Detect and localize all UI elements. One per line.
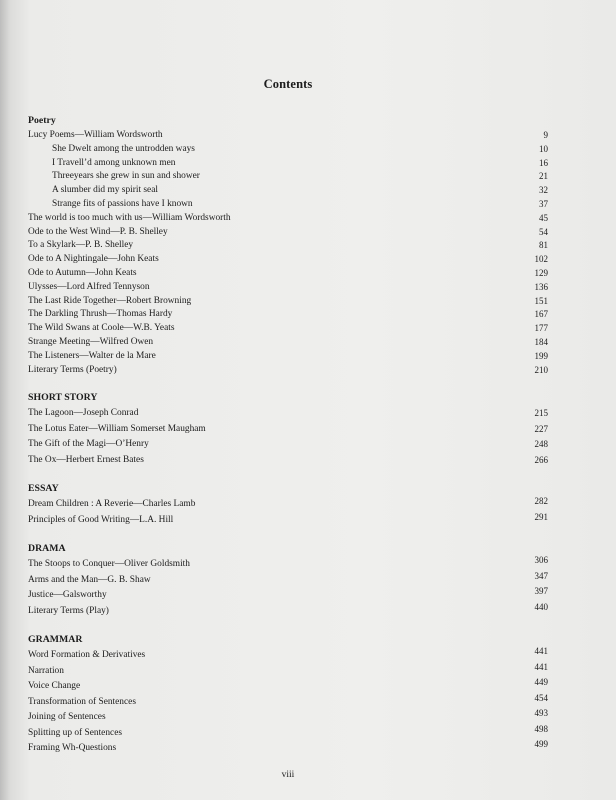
entry-list [28, 557, 548, 619]
toc-entry [28, 157, 548, 171]
entry-page-number: 449 [534, 677, 548, 688]
entry-title: Ode to A Nightingale—John Keats [28, 254, 159, 265]
page-number: viii [281, 770, 295, 780]
toc-entry [28, 184, 548, 198]
toc-entry [28, 129, 548, 143]
entry-page-number: 441 [534, 646, 548, 657]
toc-entry [28, 648, 548, 664]
entry-page-number: 215 [534, 408, 548, 419]
entry-page-number: 45 [539, 212, 548, 223]
entry-title: Lucy Poems—William Wordsworth [28, 130, 163, 140]
toc-entry [28, 453, 548, 469]
toc-entry [28, 437, 548, 453]
entry-title: To a Skylark—P. B. Shelley [28, 240, 134, 251]
entry-title: Justice—Galsworthy [28, 590, 107, 601]
toc-entry [28, 588, 548, 604]
toc-entry [28, 322, 548, 336]
entry-title: Dream Children : A Reverie—Charles Lamb [28, 499, 196, 510]
toc-entry [28, 570, 548, 589]
toc-entry [28, 497, 548, 513]
entry-title: Narration [28, 665, 64, 676]
entry-title: Literary Terms (Poetry) [28, 364, 117, 375]
toc-entry [28, 692, 548, 711]
entry-title: Transformation of Sentences [28, 696, 136, 707]
entry-page-number: 184 [534, 336, 548, 347]
entry-title: Splitting up of Sentences [28, 727, 123, 738]
toc-entry [28, 212, 548, 226]
entry-page-number: 248 [534, 439, 548, 450]
entry-page-number: 32 [539, 185, 548, 196]
entry-title: Strange fits of passions have I known [52, 198, 193, 209]
entry-list [28, 648, 548, 757]
entry-title: The Ox—Herbert Ernest Bates [28, 454, 144, 465]
entry-page-number: 151 [534, 295, 548, 306]
entry-page-number: 347 [534, 570, 548, 581]
entry-page-number: 21 [539, 171, 548, 182]
toc-entry [28, 226, 548, 240]
entry-title: The Lotus Eater—William Somerset Maugham [28, 423, 206, 434]
toc-entry [28, 723, 548, 742]
table-of-contents [28, 114, 548, 757]
entry-title: She Dwelt among the untrodden ways [52, 143, 195, 154]
entry-page-number: 291 [534, 511, 548, 522]
entry-page-number: 167 [534, 309, 548, 320]
entry-page-number: 454 [534, 692, 548, 703]
entry-title: A slumber did my spirit seal [52, 185, 158, 196]
entry-title: The Darkling Thrush—Thomas Hardy [28, 309, 173, 320]
section-heading: ESSAY [28, 483, 59, 495]
toc-entry [28, 350, 548, 364]
toc-entry [28, 557, 548, 573]
entry-title: Arms and the Man—G. B. Shaw [28, 574, 151, 585]
entry-title: Ode to Autumn—John Keats [28, 267, 137, 278]
entry-title: The Wild Swans at Coole—W.B. Yeats [28, 323, 175, 334]
toc-entry [28, 679, 548, 695]
entry-title: The Listeners—Walter de la Mare [28, 350, 156, 361]
section-drama [28, 542, 548, 619]
entry-page-number: 227 [534, 423, 548, 434]
toc-entry [28, 253, 548, 267]
entry-title: The Lagoon—Joseph Conrad [28, 408, 139, 419]
entry-page-number: 37 [539, 198, 548, 209]
toc-entry [28, 143, 548, 157]
entry-title: Ulysses—Lord Alfred Tennyson [28, 281, 150, 292]
toc-entry [28, 661, 548, 680]
entry-title: Literary Terms (Play) [28, 605, 109, 616]
entry-page-number: 282 [534, 496, 548, 507]
entry-title: I Travell’d among unknown men [52, 157, 176, 168]
entry-title: Word Formation & Derivatives [28, 650, 146, 661]
entry-page-number: 136 [534, 281, 548, 292]
entry-page-number: 129 [534, 267, 548, 278]
section-heading: DRAMA [28, 543, 66, 555]
entry-page-number: 177 [534, 323, 548, 334]
toc-entry [28, 239, 548, 253]
entry-page-number: 498 [534, 723, 548, 734]
toc-entry [28, 513, 548, 529]
toc-entry [28, 308, 548, 322]
entry-title: The Stoops to Conquer—Oliver Goldsmith [28, 559, 190, 570]
entry-page-number: 10 [539, 143, 548, 154]
toc-entry [28, 336, 548, 350]
entry-page-number: 81 [539, 240, 548, 251]
toc-entry [28, 267, 548, 281]
entry-list [28, 129, 548, 377]
toc-entry [28, 406, 548, 422]
entry-page-number: 9 [543, 130, 548, 140]
entry-page-number: 306 [534, 555, 548, 566]
entry-title: Threeyears she grew in sun and shower [52, 171, 200, 182]
entry-title: The world is too much with us—William Wordsworth [28, 212, 231, 223]
entry-list [28, 497, 548, 528]
entry-page-number: 210 [534, 364, 548, 375]
entry-page-number: 199 [534, 350, 548, 361]
entry-list [28, 406, 548, 468]
toc-entry [28, 601, 548, 620]
section-essay [28, 482, 548, 528]
entry-title: Framing Wh-Questions [28, 743, 117, 754]
entry-page-number: 440 [534, 601, 548, 612]
entry-title: Joining of Sentences [28, 712, 106, 723]
entry-page-number: 499 [534, 739, 548, 750]
section-heading: SHORT STORY [28, 392, 98, 404]
toc-entry [28, 281, 548, 295]
section-heading: Poetry [28, 115, 56, 126]
entry-page-number: 266 [534, 454, 548, 465]
entry-title: Principles of Good Writing—L.A. Hill [28, 514, 174, 525]
entry-page-number: 441 [534, 661, 548, 672]
entry-page-number: 16 [539, 157, 548, 168]
toc-entry [28, 741, 548, 757]
toc-entry [28, 710, 548, 726]
toc-entry [28, 170, 548, 184]
section-heading: GRAMMAR [28, 634, 83, 646]
toc-entry [28, 364, 548, 378]
entry-title: Ode to the West Wind—P. B. Shelley [28, 226, 168, 237]
entry-page-number: 493 [534, 708, 548, 719]
entry-title: The Gift of the Magi—O’Henry [28, 439, 149, 450]
entry-page-number: 397 [534, 586, 548, 597]
section-poetry [28, 114, 548, 377]
entry-page-number: 54 [539, 226, 548, 237]
toc-entry [28, 422, 548, 438]
toc-entry [28, 198, 548, 212]
section-grammar [28, 633, 548, 757]
entry-page-number: 102 [534, 254, 548, 265]
entry-title: The Last Ride Together—Robert Browning [28, 295, 192, 306]
toc-entry [28, 295, 548, 309]
section-short-story [28, 391, 548, 468]
page-title: Contents [263, 77, 313, 91]
entry-title: Voice Change [28, 681, 81, 692]
entry-title: Strange Meeting—Wilfred Owen [28, 336, 154, 347]
